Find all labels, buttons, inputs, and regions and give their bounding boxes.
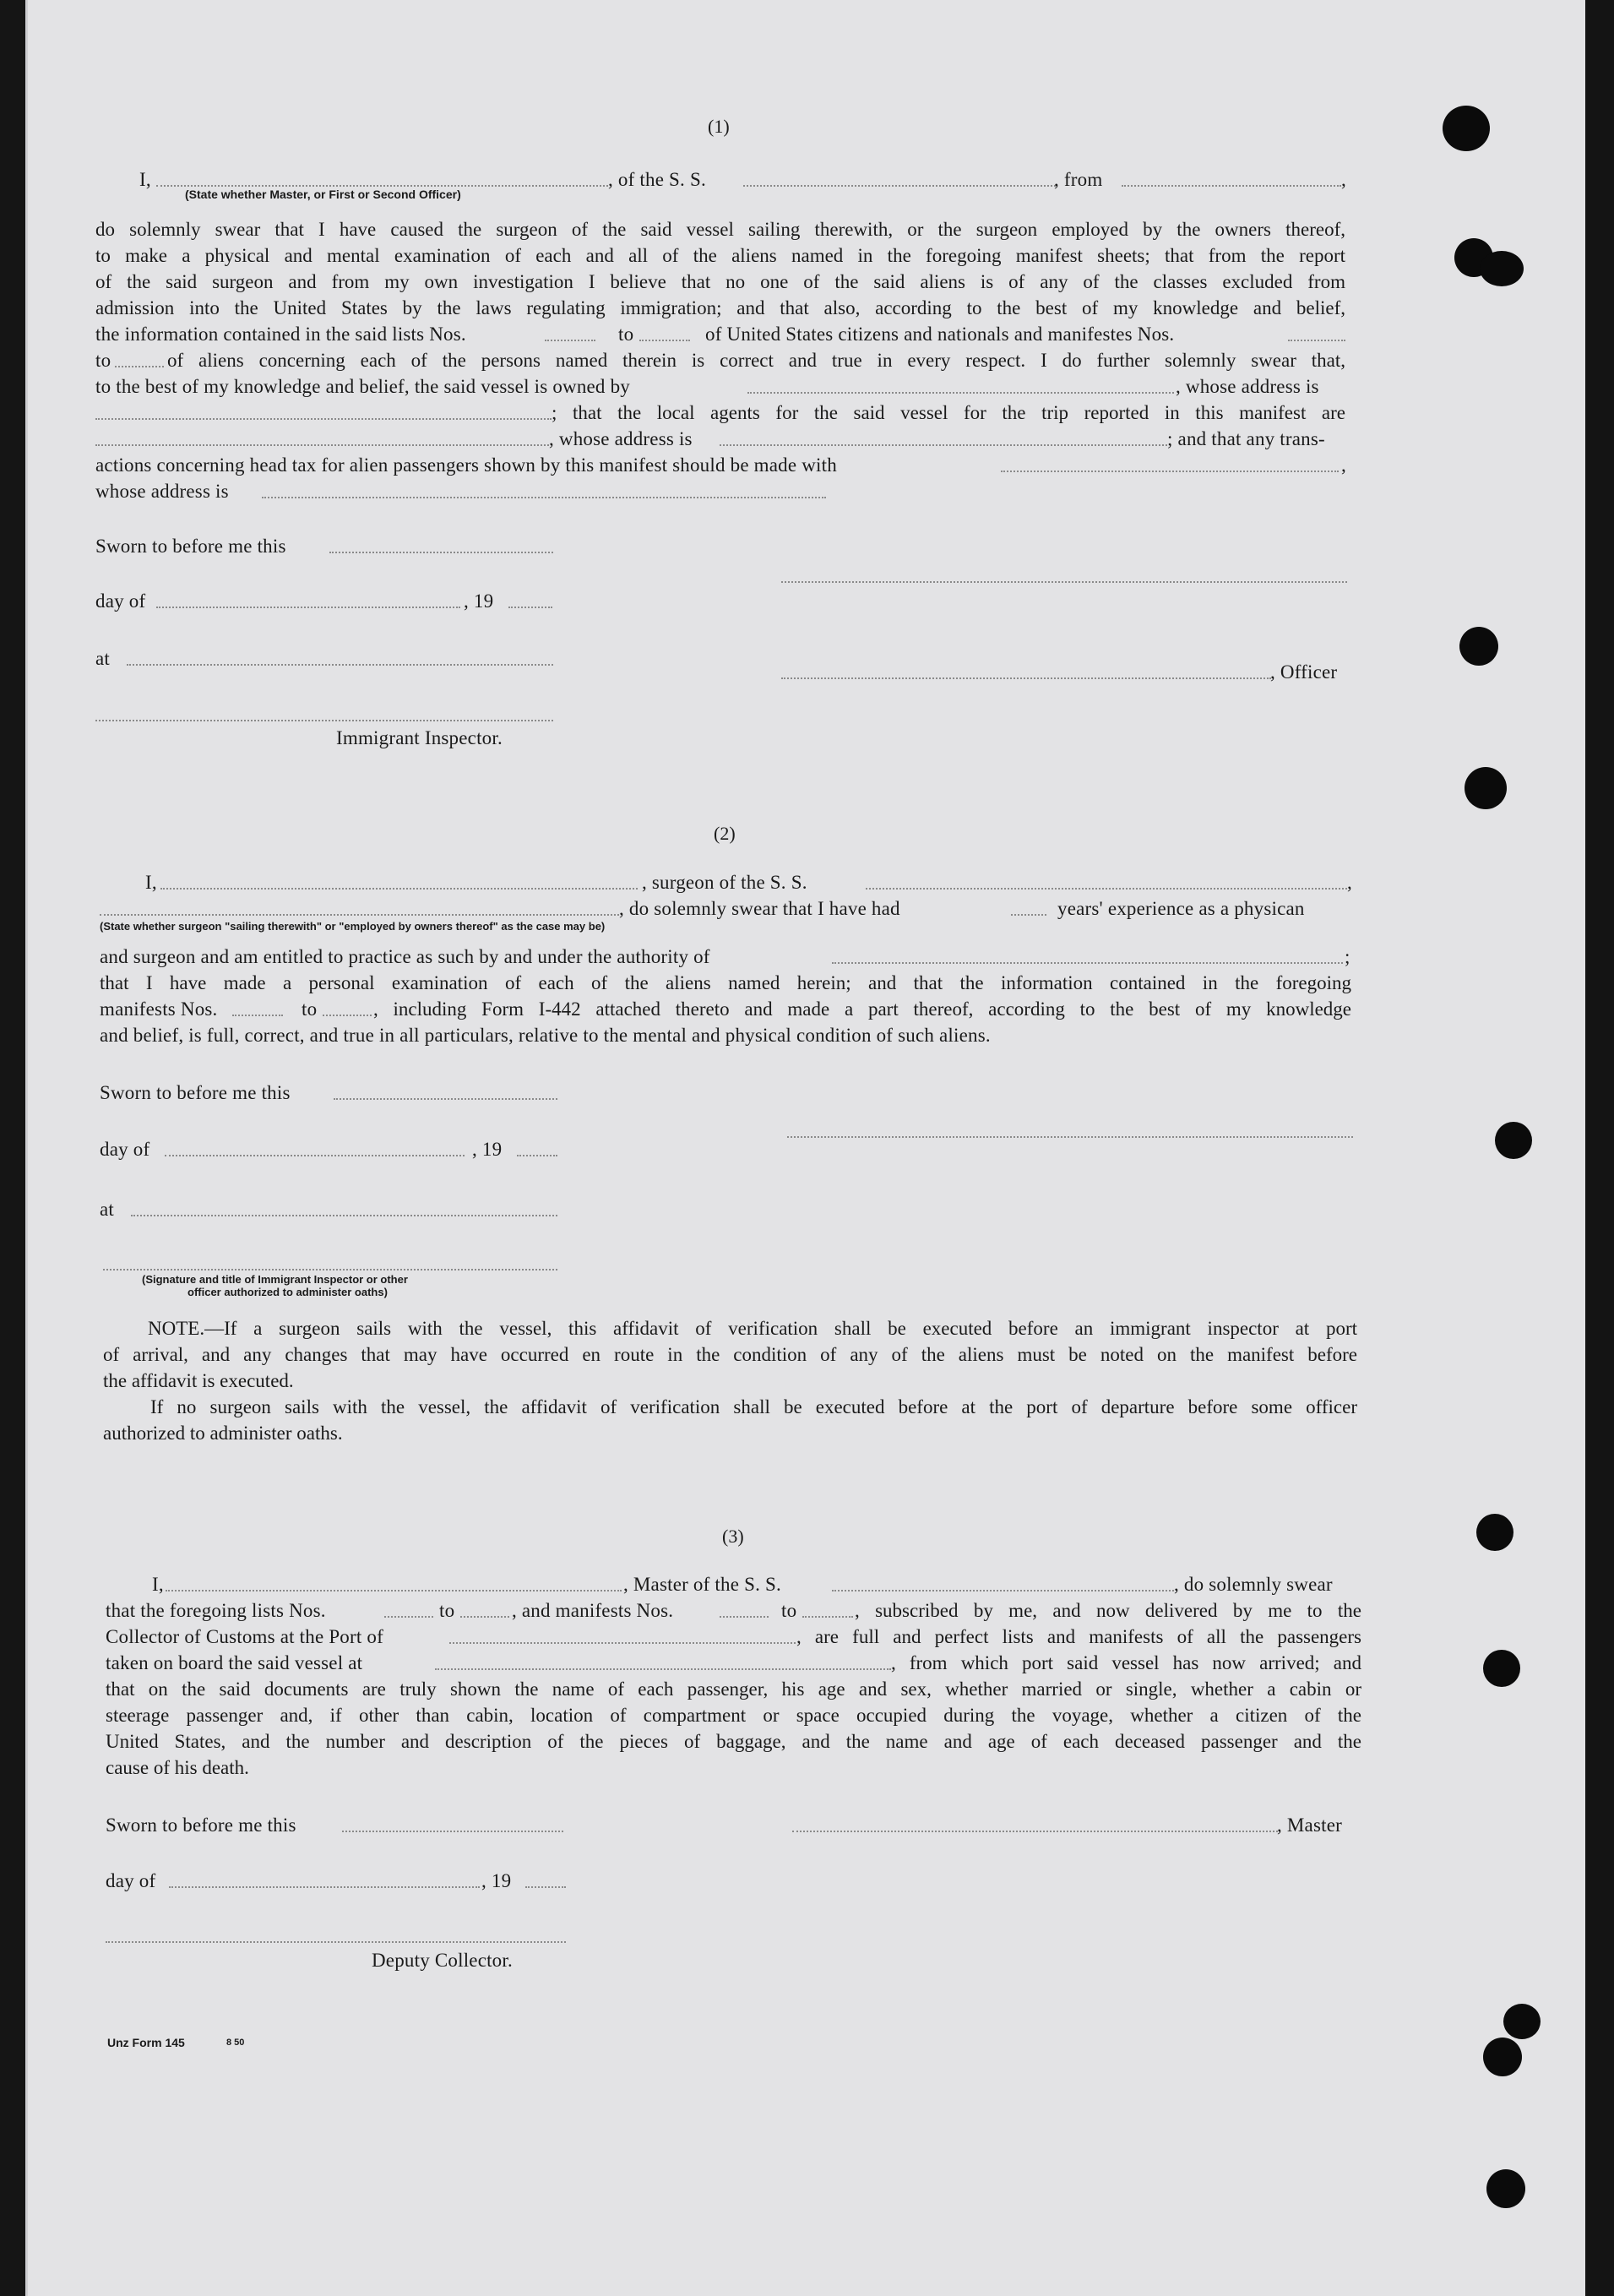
s2-belief: and belief, is full, correct, and true in all particulars, relative to the mental and physical condition of such aliens. xyxy=(100,1025,991,1046)
s2-manifests-to: to xyxy=(302,998,318,1020)
s3-master-sig-field[interactable] xyxy=(792,1831,1278,1832)
s3-lists-b: , and manifests Nos. xyxy=(512,1600,674,1621)
s1-comma: , xyxy=(1341,169,1346,190)
s2-years-field[interactable] xyxy=(1011,914,1046,916)
s3-line-1: that on the said documents are truly shown the name of each passenger, his age and sex, whether married or single, whether a cabin or xyxy=(106,1678,1361,1700)
s3-manifests-to-field[interactable] xyxy=(802,1616,853,1618)
s2-day-of: day of xyxy=(100,1139,150,1160)
s1-officer-field[interactable] xyxy=(781,677,1271,679)
s1-lists-to-field[interactable] xyxy=(639,340,690,341)
s1-info-a: the information contained in the said lists Nos. xyxy=(95,324,466,345)
s2-manifests-from-field[interactable] xyxy=(232,1015,283,1016)
s1-head-tax-address-field[interactable] xyxy=(262,497,826,498)
s1-inspector-sig-field[interactable] xyxy=(95,720,553,721)
s2-sworn: Sworn to before me this xyxy=(100,1082,291,1103)
s2-no-surgeon: If no surgeon sails with the vessel, the affidavit of verification shall be executed before at the port of departure before some officer xyxy=(150,1396,1357,1417)
s3-taken-b: , from which port said vessel has now arrived; and xyxy=(891,1652,1361,1673)
s1-manifests-field[interactable] xyxy=(1288,340,1345,341)
punch-hole xyxy=(1483,1650,1520,1687)
s1-line-3: of the said surgeon and from my own investigation I believe that no one of the said aliens is of any of the classes excluded from xyxy=(95,271,1345,292)
s2-surgeon-type-field[interactable] xyxy=(100,914,619,916)
section-2-number: (2) xyxy=(714,823,736,844)
s2-sig-note-2: officer authorized to administer oaths) xyxy=(187,1286,388,1298)
s1-day-field[interactable] xyxy=(156,607,460,608)
s3-cause: cause of his death. xyxy=(106,1757,249,1778)
s1-whose-address2: , whose address is xyxy=(549,428,693,449)
s3-i-label: I, xyxy=(152,1574,164,1595)
s1-year-field[interactable] xyxy=(508,607,552,608)
s1-whose-address: , whose address is xyxy=(1176,376,1319,397)
punch-hole xyxy=(1495,1122,1532,1159)
scan-left-edge xyxy=(0,0,25,2296)
s3-master: , Master xyxy=(1277,1814,1342,1836)
s3-line-3: United States, and the number and description of the pieces of baggage, and the name and age of each deceased passenger and the xyxy=(106,1731,1361,1752)
s2-note-line-1: NOTE.—If a surgeon sails with the vessel, this affidavit of verification shall be executed before an immigrant inspector at port xyxy=(148,1318,1357,1339)
s1-comma-2: , xyxy=(1341,454,1346,476)
s3-name-field[interactable] xyxy=(166,1590,622,1591)
s2-signature-field[interactable] xyxy=(787,1136,1353,1138)
s2-personal: that I have made a personal examination of each of the aliens named herein; and that the information contained in the foregoing xyxy=(100,972,1351,993)
punch-hole xyxy=(1476,1514,1513,1551)
punch-hole xyxy=(1465,767,1507,809)
s1-aliens-line: of aliens concerning each of the persons named therein is correct and true in every respect. I do further solemnly swear that, xyxy=(167,350,1345,371)
s1-lists-from-field[interactable] xyxy=(545,340,595,341)
s3-lists-from-field[interactable] xyxy=(384,1616,433,1618)
punch-hole xyxy=(1459,627,1498,666)
s3-ship-field[interactable] xyxy=(832,1590,1174,1591)
s3-collector: Collector of Customs at the Port of xyxy=(106,1626,383,1647)
s3-nineteen: , 19 xyxy=(481,1870,512,1891)
s2-surgeon-of: , surgeon of the S. S. xyxy=(642,872,807,893)
s1-inspector: Immigrant Inspector. xyxy=(336,727,503,748)
s3-taken-field[interactable] xyxy=(435,1668,891,1670)
s1-whose-address3: whose address is xyxy=(95,481,229,502)
s1-head-tax: actions concerning head tax for alien passengers shown by this manifest should be made with xyxy=(95,454,837,476)
s1-name-field[interactable] xyxy=(156,185,608,187)
s1-signature-field[interactable] xyxy=(781,581,1347,583)
s1-aliens-to-field[interactable] xyxy=(115,366,164,367)
s3-lists-to2: to xyxy=(781,1600,797,1621)
s1-sworn: Sworn to before me this xyxy=(95,536,286,557)
s1-info-b: of United States citizens and nationals and manifestes Nos. xyxy=(705,324,1175,345)
s2-note-line-2: of arrival, and any changes that may have occurred en route in the condition of any of the aliens must be noted on the manifest before xyxy=(103,1344,1357,1365)
s1-line-4: admission into the United States by the laws regulating immigration; and that also, according to the best of my knowledge and belief, xyxy=(95,297,1345,318)
punch-hole xyxy=(1443,106,1490,151)
s3-port-field[interactable] xyxy=(449,1642,796,1644)
s1-info-to: to xyxy=(618,324,634,345)
s2-inspector-sig-field[interactable] xyxy=(103,1269,557,1270)
s1-any-trans: ; and that any trans- xyxy=(1167,428,1325,449)
s3-lists-c: , subscribed by me, and now delivered by me to the xyxy=(855,1600,1361,1621)
s2-manifests-a: manifests Nos. xyxy=(100,998,218,1020)
s2-sig-note-1: (Signature and title of Immigrant Inspector or other xyxy=(142,1273,408,1286)
s1-officer: , Officer xyxy=(1270,661,1338,683)
s3-day-field[interactable] xyxy=(169,1886,480,1888)
s2-sworn-field[interactable] xyxy=(334,1098,557,1100)
s2-no-surgeon-end: authorized to administer oaths. xyxy=(103,1423,343,1444)
s2-year-field[interactable] xyxy=(517,1155,557,1156)
s2-comma: , xyxy=(1347,872,1352,893)
s2-semicolon: ; xyxy=(1345,946,1350,967)
s1-line-1: do solemnly swear that I have caused the surgeon of the said vessel sailing therewith, or the surgeon employed by the owners thereof, xyxy=(95,219,1345,240)
footer-form-number: Unz Form 145 xyxy=(107,2036,185,2049)
punch-hole xyxy=(1483,2038,1522,2076)
section-3-number: (3) xyxy=(722,1526,744,1547)
s3-lists-a: that the foregoing lists Nos. xyxy=(106,1600,326,1621)
s2-day-field[interactable] xyxy=(165,1155,465,1156)
s2-name-field[interactable] xyxy=(160,888,638,890)
s3-line-2: steerage passenger and, if other than cabin, location of compartment or space occupied during the voyage, whether a citizen of the xyxy=(106,1705,1361,1726)
s3-sworn: Sworn to before me this xyxy=(106,1814,296,1836)
s2-swear: , do solemnly swear that I have had xyxy=(619,898,900,919)
punch-hole xyxy=(1480,251,1524,286)
s1-agents-address-field[interactable] xyxy=(720,444,1167,446)
s1-of-ss: , of the S. S. xyxy=(608,169,706,190)
s3-sworn-field[interactable] xyxy=(342,1831,563,1832)
s1-officer-note: (State whether Master, or First or Second Officer) xyxy=(185,188,461,201)
s2-at-field[interactable] xyxy=(131,1215,557,1216)
s2-at: at xyxy=(100,1199,114,1220)
s2-years: years' experience as a physican xyxy=(1057,898,1305,919)
s1-owned-by: to the best of my knowledge and belief, the said vessel is owned by xyxy=(95,376,630,397)
section-1-number: (1) xyxy=(708,116,730,137)
footer-form-date: 8 50 xyxy=(226,2038,245,2048)
s1-local-agents: ; that the local agents for the said vessel for the trip reported in this manifest are xyxy=(552,402,1345,423)
s1-sworn-field[interactable] xyxy=(329,552,553,553)
s3-taken: taken on board the said vessel at xyxy=(106,1652,363,1673)
s2-i-label: I, xyxy=(145,872,157,893)
s1-from: , from xyxy=(1054,169,1103,190)
punch-hole xyxy=(1503,2004,1541,2039)
s3-lists-to-field[interactable] xyxy=(460,1616,509,1618)
s2-surgeon-note: (State whether surgeon "sailing therewith" or "employed by owners thereof" as the case may be) xyxy=(100,920,606,933)
s3-deputy: Deputy Collector. xyxy=(372,1950,513,1971)
s1-owner-address-field[interactable] xyxy=(95,418,552,420)
s2-manifests-to-field[interactable] xyxy=(323,1015,372,1016)
s3-deputy-sig-field[interactable] xyxy=(106,1941,566,1943)
s1-day-of: day of xyxy=(95,590,146,612)
s1-i-label: I, xyxy=(139,169,151,190)
s2-entitled: and surgeon and am entitled to practice as such by and under the authority of xyxy=(100,946,710,967)
s1-head-tax-field[interactable] xyxy=(1001,471,1339,472)
s2-nineteen: , 19 xyxy=(472,1139,503,1160)
s1-from-field[interactable] xyxy=(1122,185,1341,187)
s1-at-field[interactable] xyxy=(127,664,553,666)
s1-at: at xyxy=(95,648,110,669)
s1-owner-field[interactable] xyxy=(747,392,1174,394)
s2-note-end: the affidavit is executed. xyxy=(103,1370,294,1391)
punch-hole xyxy=(1486,2169,1525,2208)
s3-manifests-from-field[interactable] xyxy=(720,1616,769,1618)
s1-nineteen: , 19 xyxy=(464,590,494,612)
s1-line-2: to make a physical and mental examination of each and all of the aliens named in the foregoing manifest sheets; that from the report xyxy=(95,245,1345,266)
s3-day-of: day of xyxy=(106,1870,156,1891)
s2-ship-field[interactable] xyxy=(866,888,1347,890)
s3-lists-to: to xyxy=(439,1600,455,1621)
s1-agents-field[interactable] xyxy=(95,444,549,446)
s2-authority-field[interactable] xyxy=(832,962,1343,964)
s3-year-field[interactable] xyxy=(525,1886,566,1888)
scan-right-edge xyxy=(1585,0,1614,2296)
s2-manifests-b: , including Form I-442 attached thereto and made a part thereof, according to the best of my knowledge xyxy=(373,998,1351,1020)
s1-aliens-to: to xyxy=(95,350,111,371)
s1-ship-field[interactable] xyxy=(743,185,1056,187)
s3-master-of: , Master of the S. S. xyxy=(623,1574,781,1595)
s3-solemnly: , do solemnly swear xyxy=(1174,1574,1333,1595)
s3-collector-b: , are full and perfect lists and manifests of all the passengers xyxy=(796,1626,1361,1647)
